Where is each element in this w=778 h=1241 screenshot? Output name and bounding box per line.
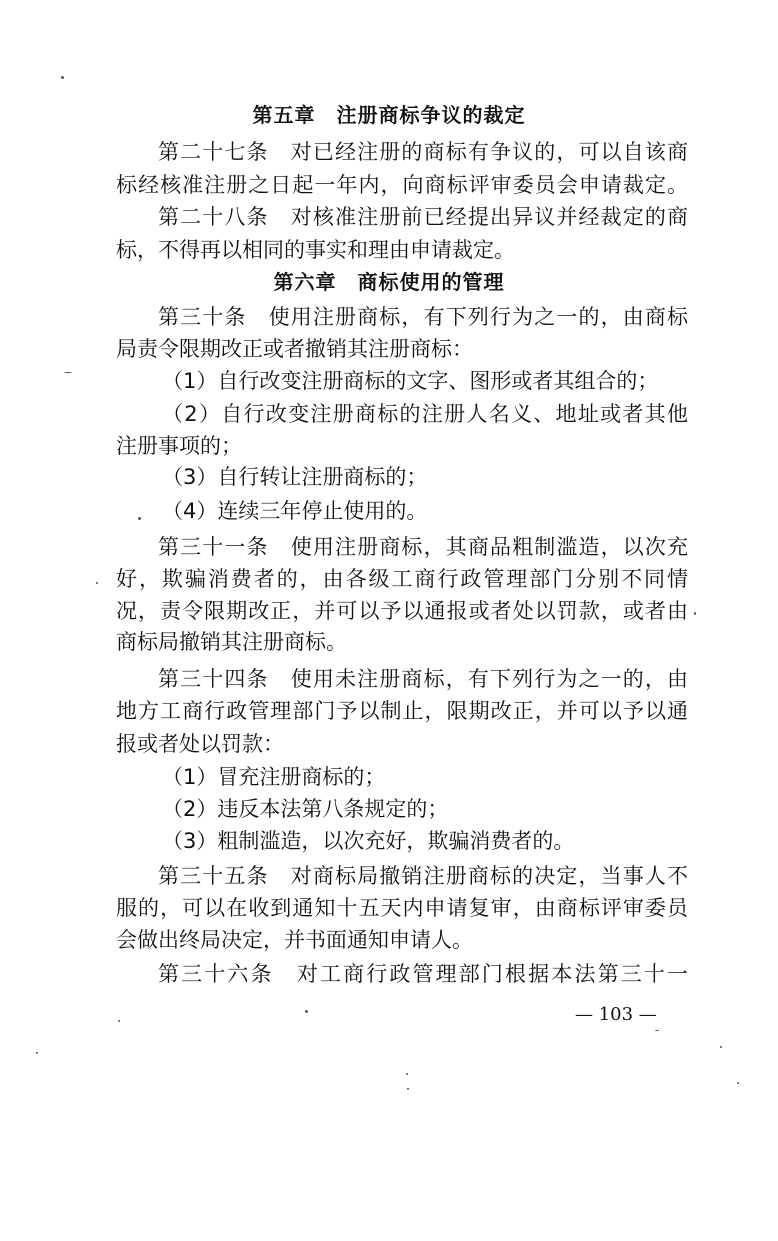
article-31-line-1: 第三十一条 使用注册商标，其商品粗制滥造，以次充 bbox=[158, 535, 688, 559]
scan-speck bbox=[61, 76, 64, 79]
article-30-item-2: （2）自行改变注册商标的注册人名义、地址或者其他 bbox=[162, 402, 688, 426]
article-34-line-3: 报或者处以罚款： bbox=[116, 732, 284, 756]
scan-speck bbox=[118, 1020, 120, 1022]
article-35-line-1: 第三十五条 对商标局撤销注册商标的决定，当事人不 bbox=[158, 864, 688, 888]
scan-speck bbox=[737, 1082, 739, 1084]
scan-speck bbox=[406, 1073, 408, 1075]
article-28-line-2: 标，不得再以相同的事实和理由申请裁定。 bbox=[116, 238, 515, 262]
scan-speck bbox=[305, 1010, 308, 1013]
article-27-line-2: 标经核准注册之日起一年内，向商标评审委员会申请裁定。 bbox=[116, 173, 688, 197]
scan-speck bbox=[694, 612, 696, 615]
scan-speck bbox=[36, 1052, 38, 1054]
article-30-item-4: （4）连续三年停止使用的。 bbox=[162, 499, 428, 523]
scan-speck bbox=[407, 1088, 409, 1090]
scan-speck bbox=[138, 517, 141, 520]
article-34-line-1: 第三十四条 使用未注册商标，有下列行为之一的，由 bbox=[158, 667, 688, 691]
article-35-line-3: 会做出终局决定，并书面通知申请人。 bbox=[116, 928, 473, 952]
article-30-item-2-cont: 注册事项的； bbox=[116, 434, 242, 458]
chapter-6-heading: 第六章 商标使用的管理 bbox=[273, 270, 505, 294]
article-30-item-1: （1）自行改变注册商标的文字、图形或者其组合的； bbox=[162, 369, 659, 393]
scan-speck bbox=[96, 582, 98, 584]
page-number: — 103 — bbox=[575, 1004, 657, 1025]
chapter-5-heading: 第五章 注册商标争议的裁定 bbox=[252, 103, 526, 127]
article-35-line-2: 服的，可以在收到通知十五天内申请复审，由商标评审委员 bbox=[116, 896, 688, 920]
article-30-line-1: 第三十条 使用注册商标，有下列行为之一的，由商标 bbox=[158, 305, 688, 329]
article-30-line-2: 局责令限期改正或者撤销其注册商标： bbox=[116, 337, 473, 361]
article-31-line-2: 好，欺骗消费者的，由各级工商行政管理部门分别不同情 bbox=[116, 567, 688, 591]
article-34-item-3: （3）粗制滥造，以次充好，欺骗消费者的。 bbox=[162, 829, 575, 853]
article-34-line-2: 地方工商行政管理部门予以制止，限期改正，并可以予以通 bbox=[116, 699, 688, 723]
article-34-item-2: （2）违反本法第八条规定的； bbox=[162, 797, 449, 821]
scan-speck bbox=[720, 1046, 722, 1048]
scan-speck bbox=[64, 372, 72, 373]
article-36-line-1: 第三十六条 对工商行政管理部门根据本法第三十一 bbox=[158, 962, 688, 986]
article-31-line-3: 况，责令限期改正，并可以予以通报或者处以罚款，或者由 bbox=[116, 599, 688, 623]
article-34-item-1: （1）冒充注册商标的； bbox=[162, 765, 386, 789]
article-30-item-3: （3）自行转让注册商标的； bbox=[162, 465, 428, 489]
article-27-line-1: 第二十七条 对已经注册的商标有争议的，可以自该商 bbox=[158, 140, 688, 164]
article-31-line-4: 商标局撤销其注册商标。 bbox=[116, 630, 347, 654]
article-28-line-1: 第二十八条 对核准注册前已经提出异议并经裁定的商 bbox=[158, 205, 688, 229]
scan-speck bbox=[655, 1030, 659, 1031]
